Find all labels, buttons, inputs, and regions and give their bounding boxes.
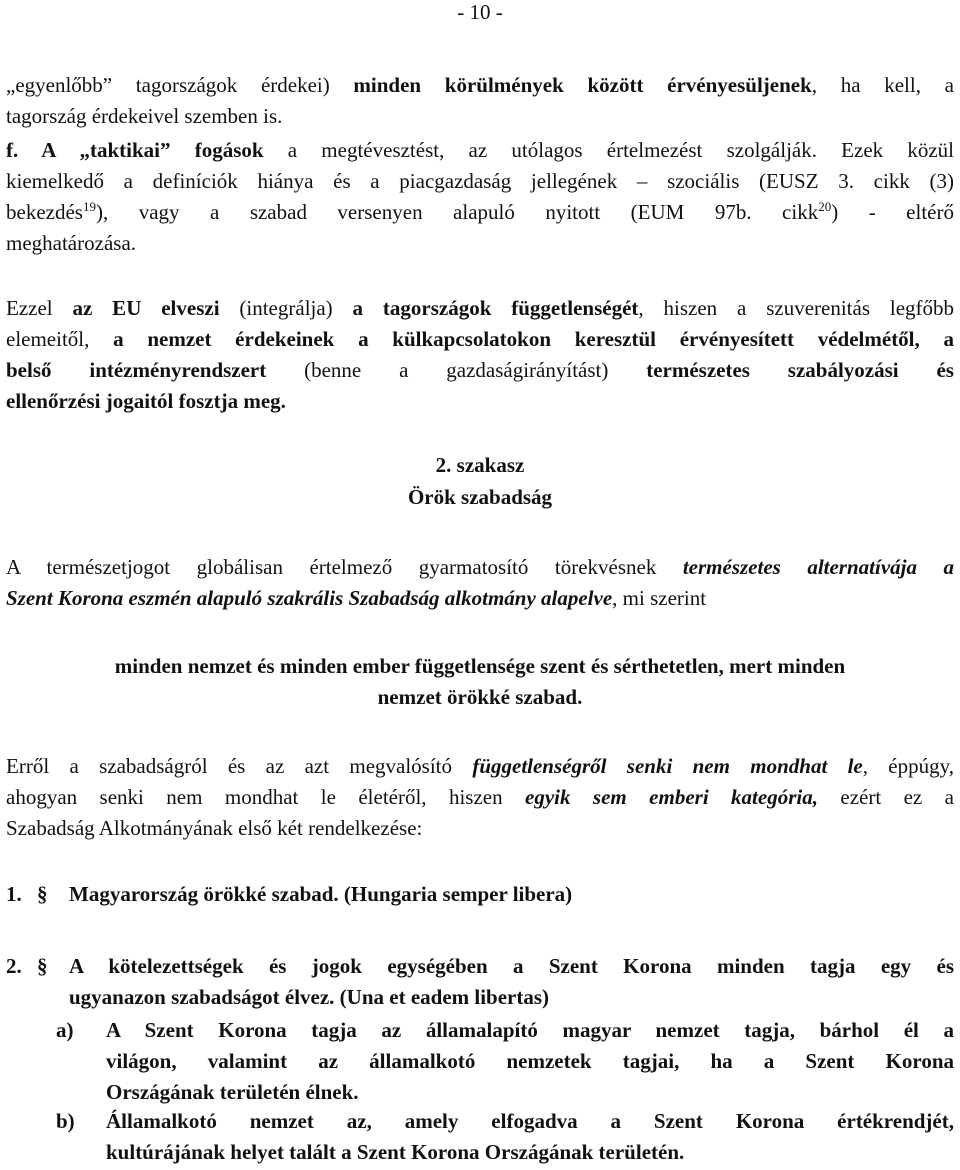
list-item [6,879,954,910]
paragraph-line: meghatározása. [6,231,137,255]
paragraph-line: f. A „taktikai” fogások a megtévesztést, az utólagos értelmezést szolgálják. Ezek közül [6,138,955,162]
paragraph-line: minden nemzet és minden ember függetlensége szent és sérthetetlen, mert minden [114,654,846,678]
paragraph-3 [6,293,954,417]
paragraph-5 [6,651,954,713]
paragraph-line: elemeitől, a nemzet érdekeinek a külkapcsolatokon keresztül érvényesített védelmétől, a [6,327,954,351]
paragraph-1 [6,70,954,132]
paragraph-line: Ezzel az EU elveszi (integrálja) a tagországok függetlenségét, hiszen a szuverenitás legfőbb [6,296,955,320]
paragraph-line: ahogyan senki nem mondhat le életéről, hiszen egyik sem emberi kategória, ezért ez a [6,785,954,809]
list-item [6,951,954,1013]
item-text: A kötelezettségek és jogok egységében a Szent Korona minden tagja egy és ugyanazon szabadságot élvez. (Una et eadem libertas) [69,954,954,1009]
sub-item-text: A Szent Korona tagja az államalapító magyar nemzet tagja, bárhol él a világon, valamint az államalkotó nemzetek tagjai, ha a Szent Korona Országának területén élnek. [106,1018,954,1104]
section-sign: § [37,954,48,978]
page-number: - 10 - [457,0,503,24]
paragraph-line: Szent Korona eszmén alapuló szakrális Szabadság alkotmány alapelve, mi szerint [6,586,707,610]
paragraph-line: tagország érdekeivel szemben is. [6,104,283,128]
section-number: 2. szakasz [435,453,525,477]
paragraph-6 [6,751,954,844]
sub-item-label: b) [56,1109,75,1133]
paragraph-line: „egyenlőbb” tagországok érdekei) minden körülmények között érvényesüljenek, ha kell, a [6,73,954,97]
sub-item-text: Államalkotó nemzet az, amely elfogadva a Szent Korona értékrendjét, kultúrájának helyet talált a Szent Korona Országának területén. [106,1109,954,1164]
footnote-ref: 19 [82,199,96,214]
sub-item-label: a) [56,1018,74,1042]
paragraph-line: Szabadság Alkotmányának első két rendelkezése: [6,816,423,840]
paragraph-line: belső intézményrendszert (benne a gazdaságirányítást) természetes szabályozási és [6,358,954,382]
sub-item [56,1015,954,1108]
section-title: Örök szabadság [407,485,553,509]
paragraph-line: nemzet örökké szabad. [377,685,583,709]
paragraph-line: bekezdés$^{19}$), vagy a szabad versenyen alapuló nyitott (EUM 97b. cikk$^{20}$) - eltérő [6,199,954,224]
sub-item [56,1106,954,1168]
paragraph-line: kiemelkedő a definíciók hiánya és a piacgazdaság jellegének – szociális (EUSZ 3. cikk (3) [6,169,954,193]
paragraph-line: Erről a szabadságról és az azt megvalósító függetlenségről senki nem mondhat le, éppúgy, [6,754,954,778]
paragraph-line: A természetjogot globálisan értelmező gyarmatosító törekvésnek természetes alternatívája a [6,555,954,579]
paragraph-2 [6,135,954,259]
item-text: Magyarország örökké szabad. (Hungaria semper libera) [69,882,573,906]
paragraph-4 [6,552,954,614]
section-sign: § [37,882,48,906]
item-number: 2. [6,954,22,978]
paragraph-line: ellenőrzési jogaitól fosztja meg. [6,389,286,413]
footnote-ref: 20 [818,199,832,214]
item-number: 1. [6,882,22,906]
